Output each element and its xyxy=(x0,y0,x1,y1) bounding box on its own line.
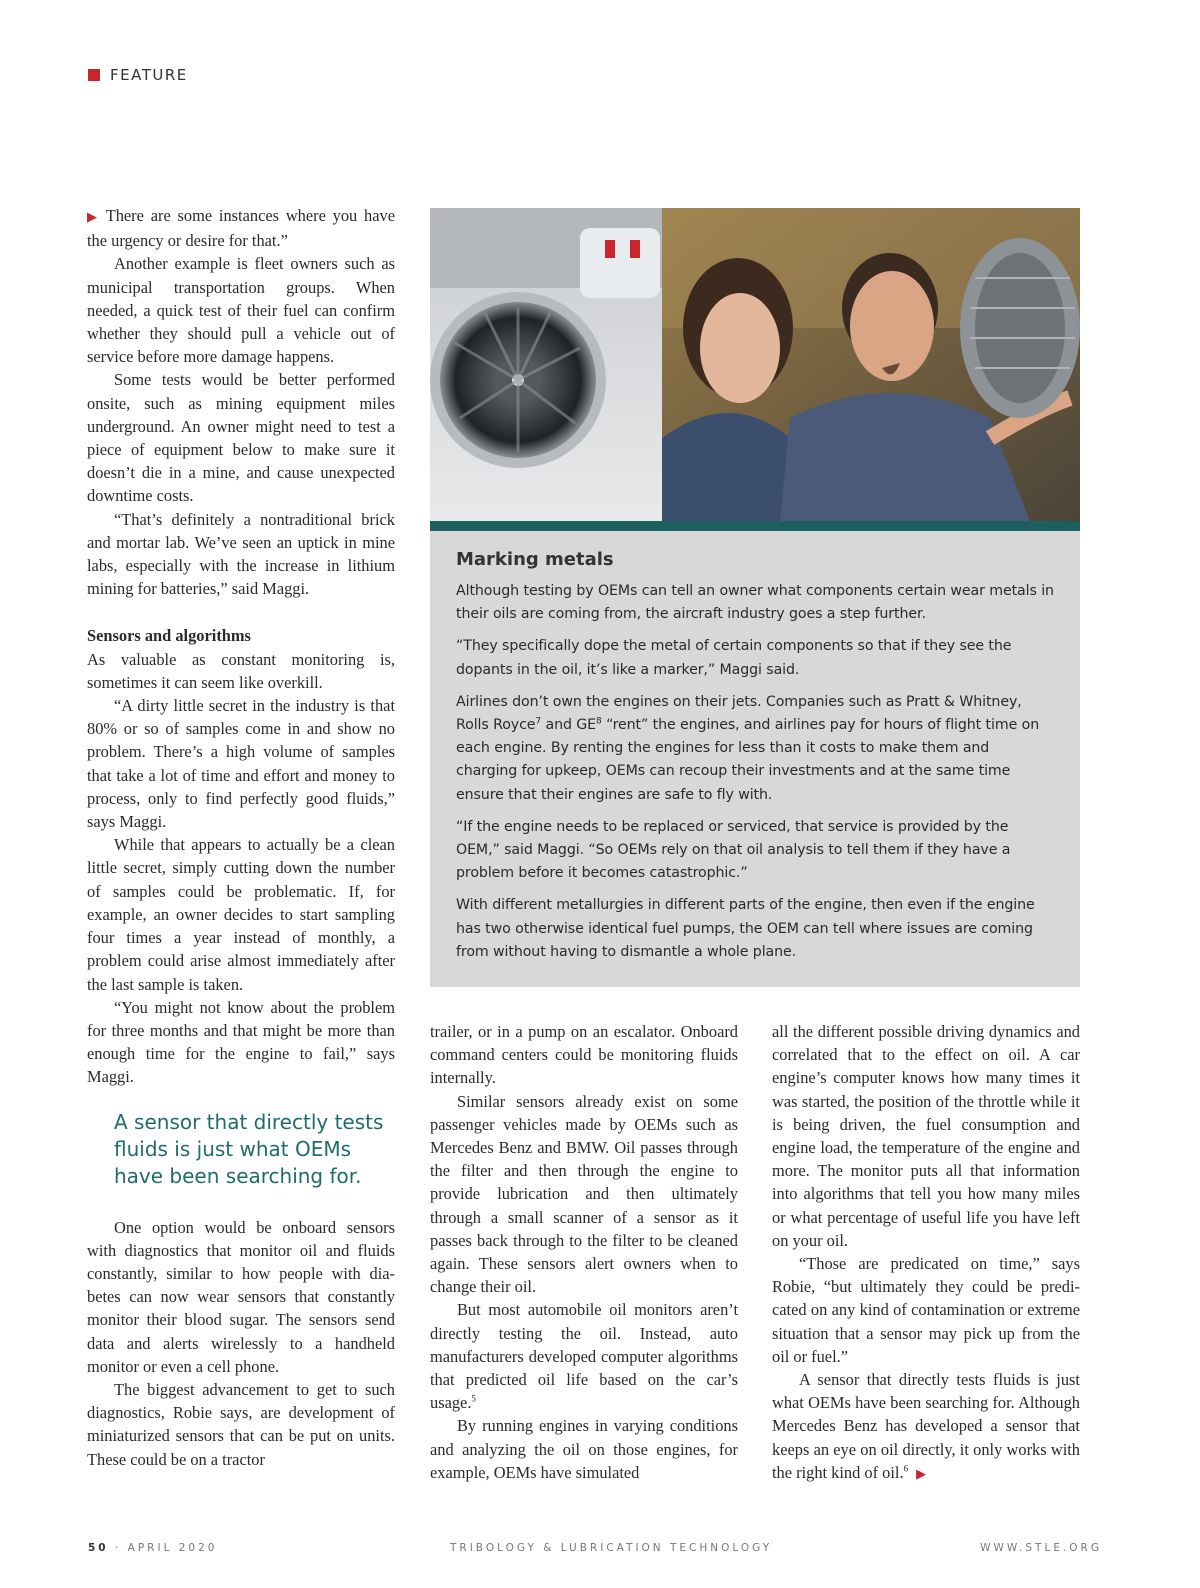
paragraph: The biggest advancement to get to such diagnostics, Robie says, are development of miniaturized sensors that can be put on units. These could be on a tractor xyxy=(87,1379,395,1469)
paragraph: “Those are predicated on time,” says Robie, “but ultimately they could be predicated on any kind of contamination or extreme situation that a sensor may pick up from the oil or fuel.” xyxy=(772,1254,1080,1366)
paragraph: all the different possible driving dynamics and correlated that to the effect on oil. A car engine’s computer knows how many times it was started, the position of the throttle while it is being driven, the fuel consumption and engine load, the temperature of the engine and more. The monitor puts all that information into algorithms that tell you how many miles or what percentage of useful life you have left on your oil. xyxy=(772,1022,1080,1250)
reference-number: 6 xyxy=(903,1463,909,1474)
paragraph: While that appears to actually be a clean little secret, simply cutting down the number of samples could be problematic. If, for example, an owner decides to start sampling four times a year instead of monthly, a problem could arise almost immediately after the last sample is taken. xyxy=(87,835,395,994)
column-2 xyxy=(430,1020,738,1484)
triangle-right-icon: ▶ xyxy=(916,1466,927,1482)
paragraph: A sensor that directly tests fluids is just what OEMs have been searching for. Although Mercedes Benz has developed a sensor that keeps an eye on oil directly, it only works with the right kind of oil.$^6$ ▶ xyxy=(772,1370,1080,1482)
column-1 xyxy=(87,204,395,1471)
paragraph: ▶ There are some instances where you have the urgency or desire for that.” xyxy=(87,206,395,251)
reference-number: 8 xyxy=(596,716,602,727)
paragraph: Some tests would be better performed onsite, such as mining equipment miles underground. An owner might need to test a piece of equipment below to make sure it doesn’t die in a mine, and cause unexpected downtime costs. xyxy=(87,370,395,506)
paragraph: Another example is fleet owners such as municipal transportation groups. When needed, a quick test of their fuel can confirm whether they should pull a vehicle out of service before more damage happens. xyxy=(87,254,395,367)
website-link[interactable]: WWW.STLE.ORG xyxy=(980,1542,1102,1554)
sidebar-paragraph: Although testing by OEMs can tell an owner what components certain wear metals in their oils are coming from, the aircraft industry goes a step further. xyxy=(456,583,1054,623)
paragraph: “A dirty little secret in the industry is that 80% or so of samples come in and show no problem. There’s a high volume of samples that take a lot of time and effort and money to process, only to find perfectly good fluids,” says Maggi. xyxy=(87,696,395,832)
red-square-icon xyxy=(88,69,100,81)
section-label: FEATURE xyxy=(110,66,188,84)
reference-number: 7 xyxy=(535,716,542,727)
footer-page-info xyxy=(88,1542,217,1554)
page-number: 50 xyxy=(88,1542,109,1554)
pull-quote: A sensor that directly tests fluids is just what OEMs have been searching for. xyxy=(114,1109,384,1188)
paragraph: trailer, or in a pump on an escalator. Onboard command centers could be monitoring fluids internally. xyxy=(430,1022,738,1088)
footer-separator: · xyxy=(114,1542,122,1554)
paragraph: One option would be onboard sensors with diagnostics that monitor oil and fluids constantly, similar to how people with diabetes can now wear sensors that constantly monitor their blood sugar. The sensors send data and alerts wirelessly to a handheld monitor or even a cell phone. xyxy=(87,1217,395,1376)
publication-name: TRIBOLOGY & LUBRICATION TECHNOLOGY xyxy=(450,1542,773,1554)
sidebar-paragraph: “If the engine needs to be replaced or serviced, that service is provided by the OEM,” said Maggi. “So OEMs rely on that oil analysis to tell them if they have a problem before it becomes catastrophic.” xyxy=(456,818,1011,882)
column-3 xyxy=(772,1020,1080,1486)
feature-photo xyxy=(430,208,1080,521)
section-header xyxy=(88,66,188,84)
paragraph: By running engines in varying conditions and analyzing the oil on those engines, for example, OEMs have simulated xyxy=(430,1416,738,1482)
subheading: Sensors and algorithms xyxy=(87,626,251,646)
engine-technicians-photo xyxy=(430,208,1080,521)
sidebar-title: Marking metals xyxy=(456,549,614,570)
sidebar-paragraph: With different metallurgies in different parts of the engine, then even if the engine has two otherwise identical fuel pumps, the OEM can tell where issues are coming from without having to dismantle a whole plane. xyxy=(456,897,1035,960)
paragraph: “You might not know about the problem for three months and that might be more than enough time for the engine to fail,” says Maggi. xyxy=(87,997,395,1087)
sidebar-accent-bar xyxy=(430,521,1080,531)
reference-number: 5 xyxy=(471,1393,476,1404)
paragraph: As valuable as constant monitoring is, sometimes it can seem like overkill. xyxy=(87,649,395,692)
sidebar-paragraph: “They specifically dope the metal of certain components so that if they see the dopants in the oil, it’s like a marker,” Maggi said. xyxy=(456,638,1012,678)
issue-date: APRIL 2020 xyxy=(127,1542,218,1554)
sidebar-paragraph: Airlines don’t own the engines on their jets. Companies such as Pratt & Whitney, Rolls Royce$^7$ and $GE^8$ “rent” the engines, and airlines pay for hours of flight time on each engine. By renting the engines for less than it costs to make them and charging for upkeep, OEMs can recoup their investments and at the same time ensure that their engines are safe to fly with. xyxy=(456,693,1040,803)
paragraph: “That’s definitely a nontraditional brick and mortar lab. We’ve seen an uptick in mine labs, especially with the increase in lithium mining for batteries,” said Maggi. xyxy=(87,509,395,599)
sidebar-box xyxy=(430,531,1080,987)
paragraph: But most automobile oil monitors aren’t directly testing the oil. Instead, auto manufacturers developed computer algorithms that predicted oil life based on the car’s usage.$^5$ xyxy=(430,1300,738,1413)
triangle-right-icon: ▶ xyxy=(87,210,100,225)
paragraph: Similar sensors already exist on some passenger vehicles made by OEMs such as Mercedes Benz and BMW. Oil passes through the filter and then through the engine to provide lubrication and then ultimately through a small scanner of a sensor as it passes back through to the filter to be cleaned again. These sensors alert owners when to change their oil. xyxy=(430,1091,738,1297)
